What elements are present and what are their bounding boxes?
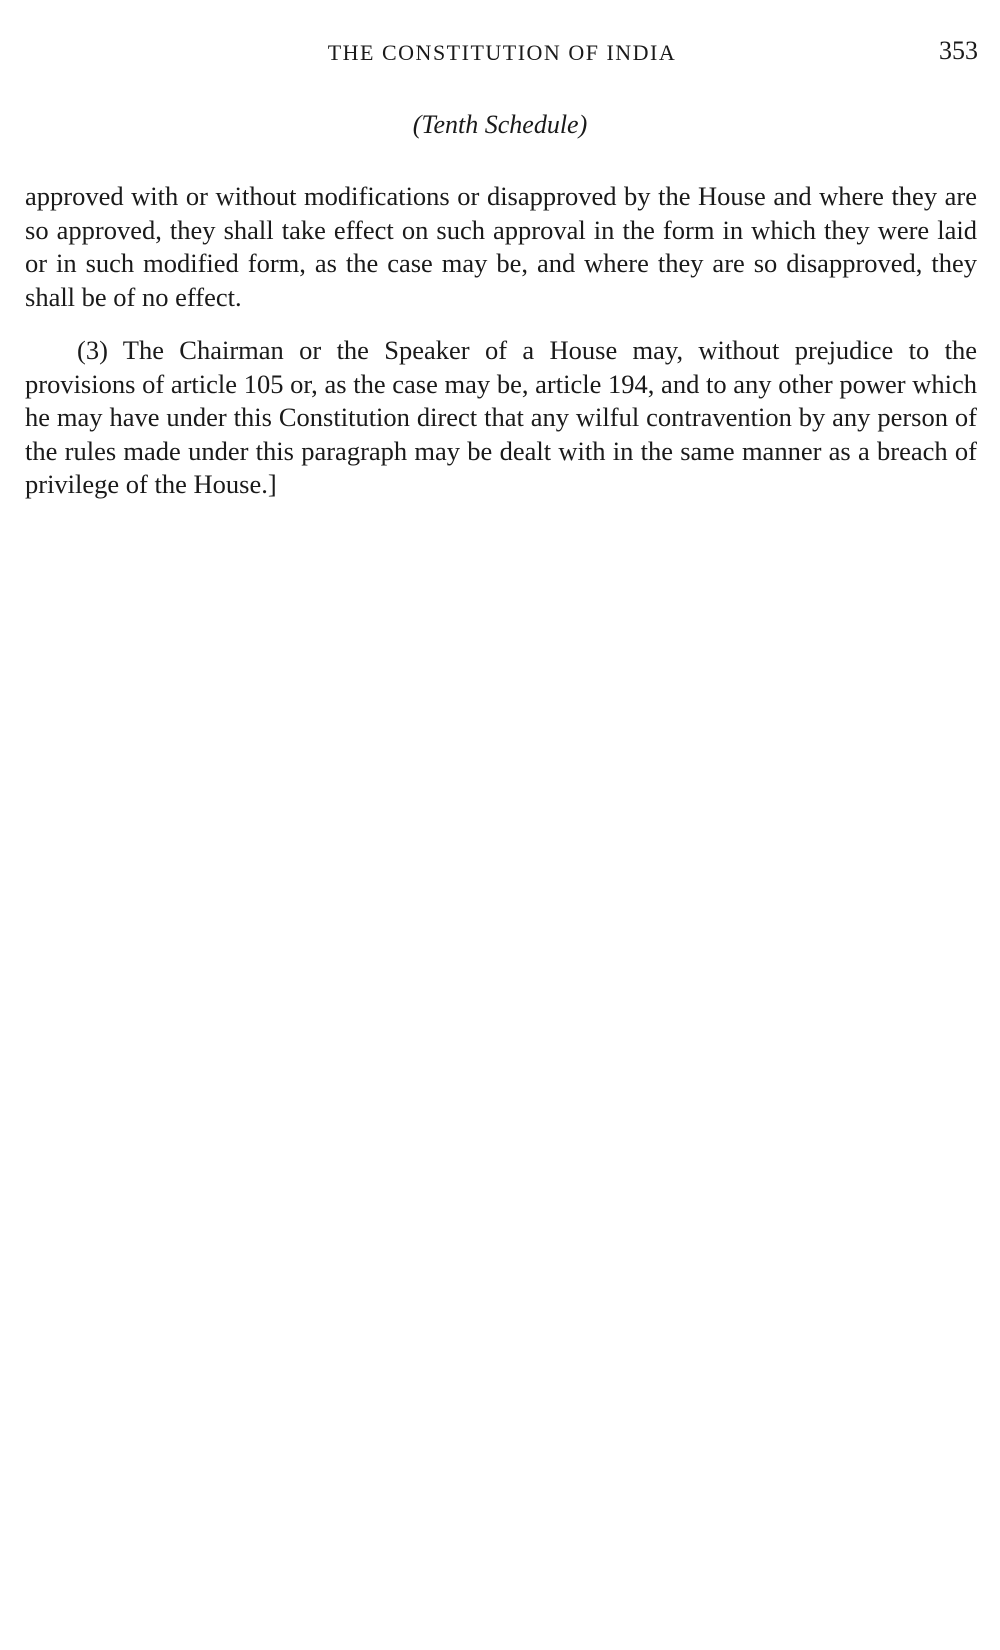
schedule-caption: (Tenth Schedule) (412, 110, 588, 139)
page-number: 353 (939, 36, 978, 65)
header-title: THE CONSTITUTION OF INDIA (327, 40, 677, 65)
paragraph-clause-3: (3) The Chairman or the Speaker of a House may, without prejudice to the provisions of article 105 or, as the case may be, article 194, and to any other power which he may have under this Constitution direct that any wilful contravention by any person of the rules made under this paragraph may be dealt with in the same manner as a breach of privilege of the House.] (25, 335, 977, 499)
body-text (25, 180, 977, 502)
paragraph-continued: approved with or without modifications or disapproved by the House and where they are so approved, they shall take effect on such approval in the form in which they were laid or in such modified form, as the case may be, and where they are so disapproved, they shall be of no effect. (25, 181, 977, 312)
running-header (0, 36, 1000, 72)
